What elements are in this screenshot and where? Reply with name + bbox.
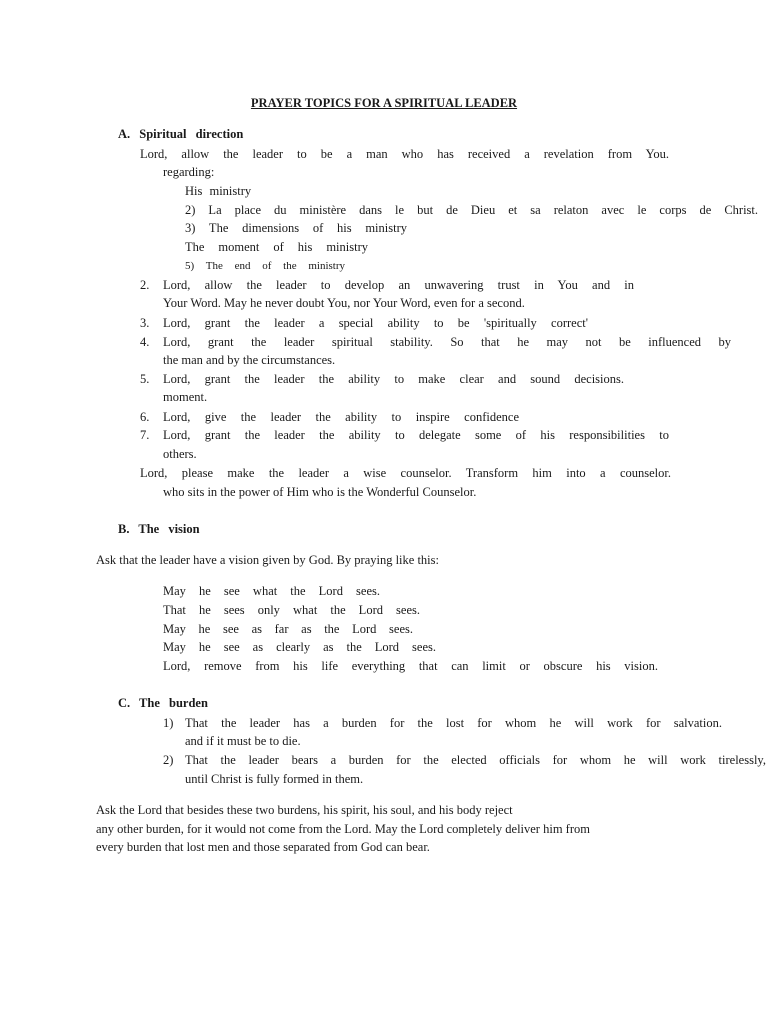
item-4-line1: Lord, grant the leader spiritual stability. So that he may not be influenced by xyxy=(163,335,731,349)
section-a-sub4: The moment of his ministry xyxy=(185,240,368,254)
item-6-number: 6. xyxy=(140,410,150,424)
item-2-line2: Your Word. May he never doubt You, nor Your Word, even for a second. xyxy=(163,296,525,310)
item-2-line1: Lord, allow the leader to develop an unwavering trust in You and in xyxy=(163,278,634,292)
item-3-number: 3. xyxy=(140,316,150,330)
section-b-intro: Ask that the leader have a vision given by God. By praying like this: xyxy=(96,553,439,567)
section-a-closing-line1: Lord, please make the leader a wise counselor. Transform him into a counselor. xyxy=(140,466,671,480)
closing-line-3: every burden that lost men and those separated from God can bear. xyxy=(96,840,430,854)
item-2-number: 2. xyxy=(140,278,150,292)
item-7-line1: Lord, grant the leader the ability to delegate some of his responsibilities to xyxy=(163,428,669,442)
section-c-heading: C. The burden xyxy=(118,696,208,710)
page-title: PRAYER TOPICS FOR A SPIRITUAL LEADER xyxy=(250,96,518,110)
item-7-line2: others. xyxy=(163,447,197,461)
section-a-intro-line1: Lord, allow the leader to be a man who has received a revelation from You. xyxy=(140,147,669,161)
vision-line-1: May he see what the Lord sees. xyxy=(163,584,380,598)
closing-line-2: any other burden, for it would not come from the Lord. May the Lord completely deliver him from xyxy=(96,822,590,836)
section-a-closing-line2: who sits in the power of Him who is the Wonderful Counselor. xyxy=(163,485,477,499)
section-a-sub3: 3) The dimensions of his ministry xyxy=(185,221,407,235)
section-a-heading: A. Spiritual direction xyxy=(118,127,244,141)
burden-item-2-line1: That the leader bears a burden for the elected officials for whom he will work tirelessly, xyxy=(185,753,766,767)
item-5-number: 5. xyxy=(140,372,150,386)
item-5-line1: Lord, grant the leader the ability to make clear and sound decisions. xyxy=(163,372,624,386)
section-a-intro-line2: regarding: xyxy=(163,165,215,179)
burden-item-1-line1: That the leader has a burden for the lost for whom he will work for salvation. xyxy=(185,716,722,730)
item-5-line2: moment. xyxy=(163,390,208,404)
burden-item-2-number: 2) xyxy=(163,753,174,767)
section-a-sub2: 2) La place du ministère dans le but de Dieu et sa relaton avec le corps de Christ. xyxy=(185,203,758,217)
vision-line-4: May he see as clearly as the Lord sees. xyxy=(163,640,436,654)
item-7-number: 7. xyxy=(140,428,150,442)
item-3-line1: Lord, grant the leader a special ability to be 'spiritually correct' xyxy=(163,316,588,330)
vision-line-3: May he see as far as the Lord sees. xyxy=(163,622,413,636)
burden-item-1-line2: and if it must be to die. xyxy=(185,734,301,748)
section-a-sub1: His ministry xyxy=(185,184,252,198)
item-6-line1: Lord, give the leader the ability to inspire confidence xyxy=(163,410,519,424)
burden-item-1-number: 1) xyxy=(163,716,174,730)
section-a-sub5: 5) The end of the ministry xyxy=(185,260,345,272)
burden-item-2-line2: until Christ is fully formed in them. xyxy=(185,772,364,786)
vision-line-2: That he sees only what the Lord sees. xyxy=(163,603,420,617)
item-4-number: 4. xyxy=(140,335,150,349)
vision-line-5: Lord, remove from his life everything that can limit or obscure his vision. xyxy=(163,659,658,673)
section-b-heading: B. The vision xyxy=(118,522,200,536)
item-4-line2: the man and by the circumstances. xyxy=(163,353,336,367)
closing-line-1: Ask the Lord that besides these two burdens, his spirit, his soul, and his body reject xyxy=(96,803,513,817)
